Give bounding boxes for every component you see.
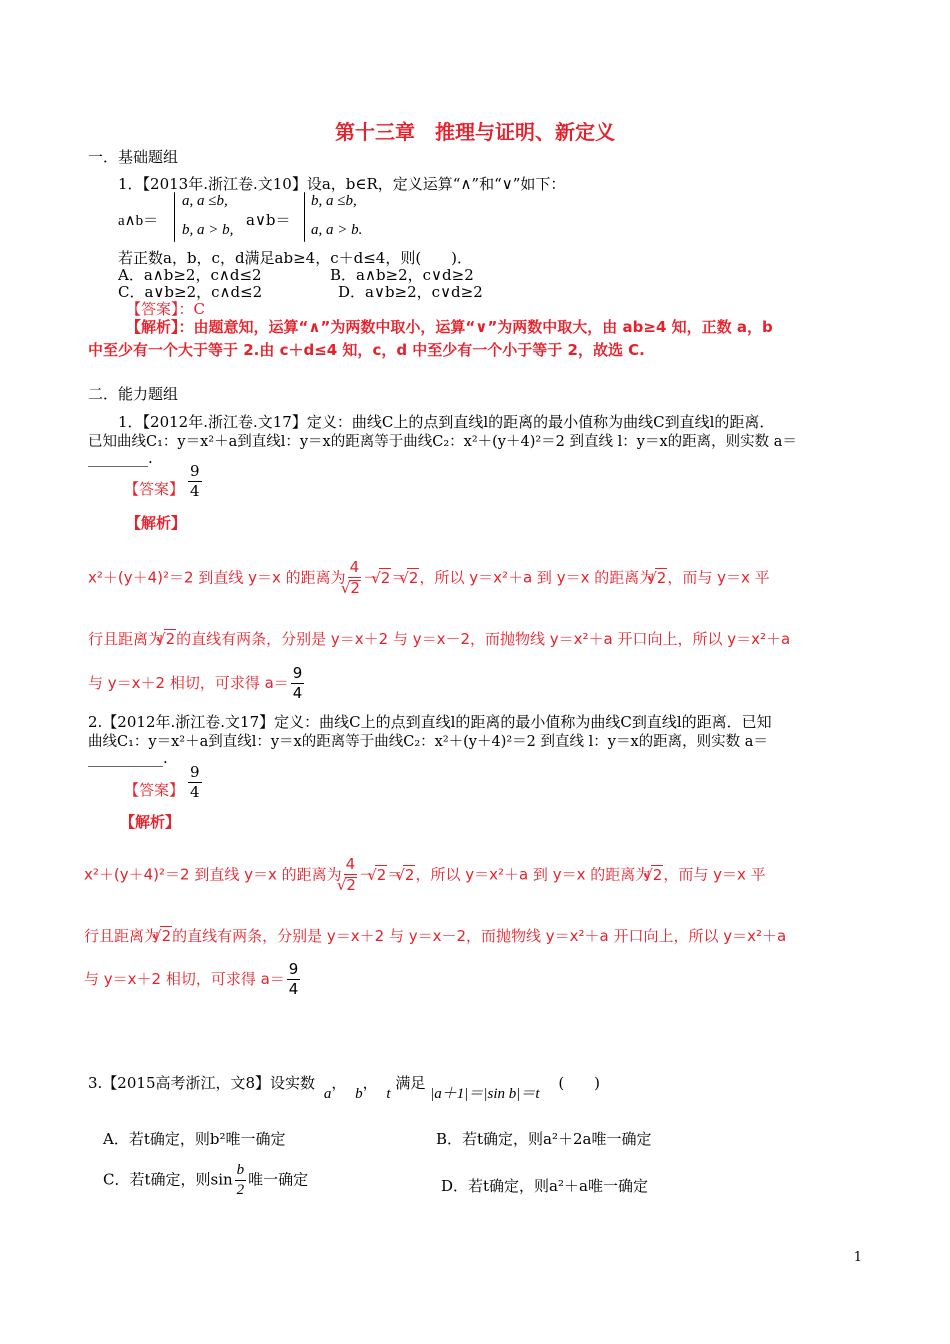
p2-solution-line1: x²＋(y＋4)²＝2 到直线 y＝x 的距离为 4 √ 2 －√ 2＝√ 2，所以 y＝x²＋a 到 y＝x 的距离为√ 2，而与 y＝x 平 (84, 857, 766, 893)
sol-text-6: 与 y＝x＋2 相切，可求得 a＝ (88, 674, 289, 692)
p3-option-b: B．若t确定，则a²＋2a唯一确定 (436, 1130, 652, 1148)
sol-text-5: 的直线有两条，分别是 y＝x＋2 与 y＝x－2，而抛物线 y＝x²＋a 开口向上，所以 y＝x²＋a (176, 630, 791, 648)
frac-numerator: 4 (345, 855, 356, 873)
p2-line2: 曲线C₁：y＝x²＋a到直线l：y＝x的距离等于曲线C₂：x²＋(y＋4)²＝2 到直线 l：y＝x的距离，则实数 a＝ (88, 734, 768, 750)
sqrt-expr: √ 2 (379, 568, 391, 587)
sol-text-2: ，所以 y＝x²＋a 到 y＝x 的距离为 (419, 568, 655, 587)
frac-numerator: 4 (349, 558, 360, 576)
p1-solution-line2 (88, 628, 790, 649)
p1-blank: ________. (88, 449, 153, 467)
frac-numerator: 9 (292, 664, 303, 682)
q1-def-right: a∨b＝ (246, 211, 291, 229)
q1-option-b: B．a∧b≥2，c∨d≥2 (330, 266, 474, 284)
p3-stem-text-2: 满足 (395, 1074, 426, 1092)
q1-option-a: A．a∧b≥2，c∧d≤2 (118, 266, 262, 284)
p1-solution-line1: x²＋(y＋4)²＝2 到直线 y＝x 的距离为 4 √ 2 －√ 2＝√ 2，所以 y＝x²＋a 到 y＝x 的距离为√ 2，而与 y＝x 平 (88, 560, 770, 596)
q1-analysis-line1: 【解析】：由题意知，运算“∧”为两数中取小，运算“∨”为两数中取大，由 ab≥4 知，正数 a，b (126, 318, 773, 336)
q1-case-1b: b, a > b, (182, 222, 234, 238)
p3-option-a: A．若t确定，则b²唯一确定 (103, 1130, 286, 1148)
frac-denominator: 4 (190, 783, 200, 801)
p2-solution-line2 (84, 925, 786, 946)
q1-answer: 【答案】：C (126, 300, 205, 318)
q1-intro: 1．【2013年.浙江卷.文10】设a，b∈R，定义运算“∧”和“∨”如下： (118, 175, 566, 193)
section-heading-basic: 一．基础题组 (88, 148, 179, 166)
q1-def-left: a∧b＝ (118, 213, 159, 229)
page-title: 第十三章 推理与证明、新定义 (335, 120, 615, 144)
frac-numerator: 9 (288, 960, 299, 978)
p2-solution-line3 (84, 962, 302, 997)
frac-numerator: b (235, 1163, 247, 1181)
sqrt-expr: √ 2 (651, 865, 663, 884)
sqrt-expr: √ 2 (345, 877, 357, 893)
p3-option-c-text-2: 唯一确定 (248, 1170, 309, 1189)
sqrt-expr: √ 2 (349, 580, 361, 596)
q1-option-c: C．a∨b≥2，c∧d≤2 (118, 283, 263, 301)
q1-analysis-line2: 中至少有一个大于等于 2.由 c＋d≤4 知，c，d 中至少有一个小于等于 2，故选 C. (88, 341, 645, 359)
p1-answer-fraction (186, 464, 204, 499)
sqrt-expr: √ 2 (407, 568, 419, 587)
p3-stem: 3.【2015高考浙江，文8】设实数 a， b， t 满足 |a＋1|＝|sin b|＝t ( ) (88, 1074, 601, 1102)
p3-paren: ( ) (558, 1074, 601, 1092)
sol-text-5: 的直线有两条，分别是 y＝x＋2 与 y＝x－2，而抛物线 y＝x²＋a 开口向上，所以 y＝x²＋a (172, 927, 787, 945)
sol-text-4: 行且距离为 (84, 927, 160, 945)
sqrt-expr: √ 2 (164, 629, 176, 648)
sol-text-1: x²＋(y＋4)²＝2 到直线 y＝x 的距离为 (88, 568, 346, 587)
frac-denominator: 4 (190, 482, 200, 500)
frac-denominator: 4 (292, 684, 303, 702)
sol-text-3: ，而与 y＝x 平 (667, 568, 770, 587)
p3-var-a: a (323, 1086, 332, 1102)
section-heading-ability: 二．能力题组 (88, 385, 179, 403)
sol-text-1: x²＋(y＋4)²＝2 到直线 y＝x 的距离为 (84, 865, 342, 884)
p1-solution-line3 (88, 666, 306, 701)
p3-var-t: t (386, 1086, 391, 1102)
frac-denominator: 2 (236, 1182, 245, 1198)
sqrt-expr: √ 2 (655, 568, 667, 587)
q1-case-2a: b, a ≤b, (311, 193, 357, 209)
p3-condition: |a＋1|＝|sin b|＝t (430, 1086, 540, 1102)
p1-line1: 1．【2012年.浙江卷.文17】定义：曲线C上的点到直线l的距离的最小值称为曲线C到直线l的距离． (118, 413, 775, 431)
p1-line2: 已知曲线C₁：y＝x²＋a到直线l：y＝x的距离等于曲线C₂：x²＋(y＋4)²＝2 到直线 l：y＝x的距离，则实数 a＝ (88, 434, 797, 450)
p2-answer-label: 【答案】 (124, 781, 185, 799)
p2-blank: __________. (88, 749, 168, 767)
p3-option-c-text: C．若t确定，则sin (103, 1170, 233, 1189)
q1-stem: 若正数a，b，c，d满足ab≥4，c＋d≤4，则( )． (118, 249, 473, 267)
p2-analysis-label: 【解析】 (120, 813, 181, 831)
frac-denominator: 4 (288, 980, 299, 998)
q1-case-1a: a, a ≤b, (182, 193, 228, 209)
p3-var-b: b (355, 1086, 363, 1102)
p3-option-c (103, 1163, 308, 1198)
page-number: 1 (853, 1250, 862, 1265)
p3-option-d: D．若t确定，则a²＋a唯一确定 (441, 1177, 648, 1195)
q1-brace-right (304, 192, 305, 242)
p2-answer-fraction (186, 765, 204, 800)
q1-case-2b: a, a > b. (311, 222, 363, 238)
sol-text-2: ，所以 y＝x²＋a 到 y＝x 的距离为 (415, 865, 651, 884)
p1-analysis-label: 【解析】 (126, 514, 187, 532)
sqrt-expr: √ 2 (160, 926, 172, 945)
frac-numerator: 9 (190, 763, 200, 781)
q1-option-d: D．a∨b≥2，c∨d≥2 (338, 283, 483, 301)
p2-line1: 2.【2012年.浙江卷.文17】定义：曲线C上的点到直线l的距离的最小值称为曲线C到直线l的距离．已知 (88, 713, 772, 731)
q1-brace-left (174, 192, 175, 242)
p3-stem-text: 3.【2015高考浙江，文8】设实数 (88, 1074, 316, 1092)
sol-text-3: ，而与 y＝x 平 (663, 865, 766, 884)
sol-text-4: 行且距离为 (88, 630, 164, 648)
frac-numerator: 9 (190, 462, 200, 480)
p1-answer-label: 【答案】 (124, 480, 185, 498)
sqrt-expr: √ 2 (403, 865, 415, 884)
sol-text-6: 与 y＝x＋2 相切，可求得 a＝ (84, 970, 285, 988)
sqrt-expr: √ 2 (375, 865, 387, 884)
